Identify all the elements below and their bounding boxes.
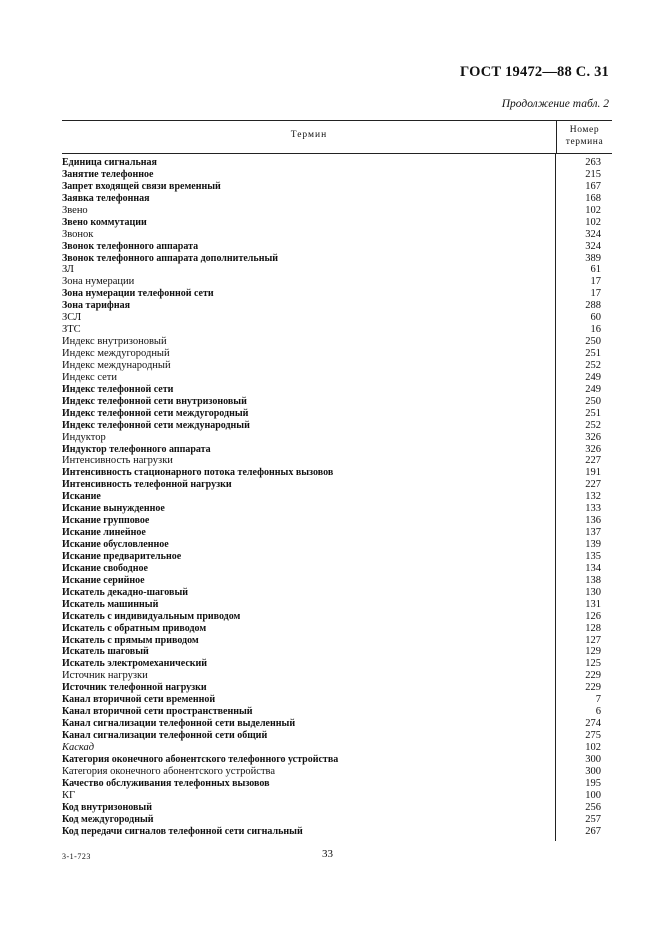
table-header: [62, 120, 612, 154]
term-number-cell: 227: [585, 455, 601, 467]
term-number-cell: 60: [590, 312, 601, 324]
table-body: [62, 154, 612, 837]
term-number-cell: 275: [585, 730, 601, 741]
term-cell: ЗТС: [62, 324, 81, 336]
table-row: [62, 694, 612, 706]
table-row: [62, 384, 612, 396]
table-row: [62, 718, 612, 730]
table-row: [62, 646, 612, 658]
column-header-term: Термин: [290, 130, 328, 140]
term-number-cell: 102: [585, 216, 601, 228]
term-cell: Искание: [62, 491, 101, 503]
term-number-cell: 324: [585, 240, 601, 252]
term-number-cell: 16: [590, 324, 601, 336]
table-row: [62, 432, 612, 444]
column-header-number-line2: термина: [565, 137, 604, 147]
table-row: [62, 754, 612, 766]
term-cell: Индекс внутризоновый: [62, 336, 167, 348]
table-row: [62, 551, 612, 563]
term-number-cell: 125: [585, 658, 601, 670]
term-cell: Искатель шаговый: [62, 646, 149, 658]
term-number-cell: 126: [585, 610, 601, 622]
term-number-cell: 229: [585, 682, 601, 694]
table-continuation-note: Продолжение табл. 2: [501, 98, 609, 110]
term-number-cell: 324: [585, 228, 601, 240]
term-cell: Искание предварительное: [62, 550, 182, 562]
table-row: [62, 276, 612, 288]
term-cell: Искание свободное: [62, 562, 148, 574]
term-number-cell: 252: [585, 359, 601, 371]
table-row: [62, 312, 612, 324]
term-cell: Индекс сети: [62, 371, 117, 383]
table-row: [62, 670, 612, 682]
term-number-cell: 250: [585, 395, 601, 407]
table-row: [62, 706, 612, 718]
term-cell: Канал сигнализации телефонной сети выделенный: [62, 718, 296, 730]
term-number-cell: 267: [585, 825, 601, 837]
table-row: [62, 790, 612, 802]
term-number-cell: 257: [585, 813, 601, 825]
term-cell: Категория оконечного абонентского устройства: [62, 765, 276, 777]
document-header: ГОСТ 19472—88 С. 31: [460, 64, 609, 80]
table-row: [62, 157, 612, 169]
term-cell: Звонок: [62, 228, 94, 240]
term-number-cell: 263: [585, 157, 601, 168]
term-cell: Искание линейное: [62, 527, 146, 539]
table-row: [62, 742, 612, 754]
term-number-cell: 17: [590, 276, 601, 288]
table-row: [62, 396, 612, 408]
table-row: [62, 635, 612, 647]
term-number-cell: 61: [590, 264, 601, 276]
term-number-cell: 131: [585, 598, 601, 610]
term-cell: Индекс телефонной сети: [62, 383, 174, 395]
term-cell: Индекс междугородный: [62, 348, 170, 359]
term-cell: КГ: [62, 789, 76, 801]
table-row: [62, 802, 612, 814]
term-number-cell: 274: [585, 718, 601, 730]
table-row: [62, 479, 612, 491]
term-number-cell: 136: [585, 515, 601, 527]
table-row: [62, 455, 612, 467]
term-cell: Источник нагрузки: [62, 670, 148, 682]
table-row: [62, 563, 612, 575]
term-cell: Единица сигнальная: [62, 157, 157, 168]
table-row: [62, 372, 612, 384]
column-header-number-line1: Номер: [569, 125, 600, 135]
term-cell: Искатель декадно-шаговый: [62, 586, 189, 598]
term-cell: Код внутризоновый: [62, 801, 152, 813]
table-row: [62, 205, 612, 217]
table-row: [62, 539, 612, 551]
term-number-cell: 227: [585, 479, 601, 491]
table-row: [62, 515, 612, 527]
term-cell: Занятие телефонное: [62, 168, 154, 180]
term-number-cell: 249: [585, 371, 601, 383]
table-row: [62, 193, 612, 205]
term-cell: Индекс телефонной сети международный: [62, 419, 250, 431]
term-cell: Звонок телефонного аппарата: [62, 240, 199, 252]
term-number-cell: 249: [585, 383, 601, 395]
term-number-cell: 251: [585, 348, 601, 359]
term-cell: Зона тарифная: [62, 300, 130, 312]
table-row: [62, 658, 612, 670]
term-number-cell: 139: [585, 539, 601, 550]
term-cell: Индуктор телефонного аппарата: [62, 443, 211, 455]
term-number-cell: 6: [595, 706, 601, 718]
term-cell: Интенсивность нагрузки: [62, 455, 173, 467]
term-cell: Канал вторичной сети временной: [62, 694, 216, 706]
term-cell: Категория оконечного абонентского телефонного устройства: [62, 753, 339, 765]
term-cell: Интенсивность стационарного потока телефонных вызовов: [62, 467, 334, 479]
table-row: [62, 420, 612, 432]
term-cell: Зона нумерации телефонной сети: [62, 288, 214, 300]
term-number-cell: 102: [585, 741, 601, 753]
table-row: [62, 503, 612, 515]
term-number-cell: 326: [585, 443, 601, 455]
table-row: [62, 229, 612, 241]
term-cell: Заявка телефонная: [62, 192, 150, 204]
term-cell: Запрет входящей связи временный: [62, 180, 221, 192]
term-number-cell: 300: [585, 765, 601, 777]
table-row: [62, 264, 612, 276]
term-cell: Искание групповое: [62, 515, 150, 527]
term-number-cell: 137: [585, 527, 601, 539]
term-number-cell: 132: [585, 491, 601, 503]
term-number-cell: 326: [585, 431, 601, 443]
term-cell: ЗЛ: [62, 264, 74, 276]
term-number-cell: 130: [585, 586, 601, 598]
term-cell: Источник телефонной нагрузки: [62, 682, 207, 694]
term-number-cell: 167: [585, 180, 601, 192]
table-row: [62, 288, 612, 300]
term-number-cell: 256: [585, 801, 601, 813]
table-row: [62, 348, 612, 360]
term-cell: Индуктор: [62, 431, 106, 443]
term-number-cell: 7: [595, 694, 601, 706]
term-cell: Каскад: [62, 741, 95, 753]
table-row: [62, 444, 612, 456]
term-cell: Интенсивность телефонной нагрузки: [62, 479, 232, 491]
term-cell: Искание вынужденное: [62, 503, 165, 515]
page-number: 33: [322, 848, 333, 860]
term-cell: Искатель электромеханический: [62, 658, 208, 670]
term-cell: Искатель машинный: [62, 598, 159, 610]
term-cell: Канал вторичной сети пространственный: [62, 706, 253, 718]
term-number-cell: 300: [585, 753, 601, 765]
term-number-cell: 250: [585, 336, 601, 348]
table-row: [62, 587, 612, 599]
table-row: [62, 826, 612, 838]
term-number-cell: 168: [585, 192, 601, 204]
table-row: [62, 467, 612, 479]
table-row: [62, 491, 612, 503]
term-cell: Индекс телефонной сети междугородный: [62, 407, 249, 419]
table-row: [62, 253, 612, 265]
table-row: [62, 241, 612, 253]
term-cell: Искатель с индивидуальным приводом: [62, 610, 241, 622]
term-cell: ЗСЛ: [62, 312, 82, 324]
table-row: [62, 778, 612, 790]
term-number-cell: 127: [585, 634, 601, 646]
table-row: [62, 360, 612, 372]
term-number-cell: 191: [585, 467, 601, 479]
term-cell: Зона нумерации: [62, 276, 135, 288]
table-row: [62, 336, 612, 348]
term-number-cell: 17: [590, 288, 601, 300]
term-number-cell: 251: [585, 407, 601, 419]
table-row: [62, 181, 612, 193]
term-number-cell: 133: [585, 503, 601, 515]
table-row: [62, 611, 612, 623]
term-number-cell: 288: [585, 300, 601, 312]
table-row: [62, 599, 612, 611]
table-row: [62, 682, 612, 694]
term-cell: Звено: [62, 204, 88, 216]
term-number-cell: 229: [585, 670, 601, 682]
column-header-number: [556, 121, 612, 153]
term-cell: Код междугородный: [62, 813, 154, 825]
table-row: [62, 814, 612, 826]
table-row: [62, 623, 612, 635]
table-row: [62, 575, 612, 587]
table-row: [62, 217, 612, 229]
term-cell: Код передачи сигналов телефонной сети сигнальный: [62, 825, 303, 837]
term-cell: Искатель с обратным приводом: [62, 622, 207, 634]
term-number-cell: 215: [585, 168, 601, 180]
table-row: [62, 324, 612, 336]
term-number-cell: 135: [585, 550, 601, 562]
term-number-cell: 138: [585, 574, 601, 586]
table-row: [62, 766, 612, 778]
table-row: [62, 527, 612, 539]
terms-table: [62, 120, 612, 837]
table-row: [62, 408, 612, 420]
table-row: [62, 730, 612, 742]
print-code: 3-1-723: [62, 852, 91, 861]
term-cell: Искание обусловленное: [62, 539, 169, 550]
term-cell: Индекс международный: [62, 359, 171, 371]
term-number-cell: 389: [585, 252, 601, 264]
term-cell: Искание серийное: [62, 574, 145, 586]
term-number-cell: 128: [585, 622, 601, 634]
term-cell: Индекс телефонной сети внутризоновый: [62, 395, 247, 407]
term-cell: Канал сигнализации телефонной сети общий: [62, 730, 268, 741]
term-number-cell: 195: [585, 777, 601, 789]
table-row: [62, 300, 612, 312]
term-cell: Звено коммутации: [62, 216, 147, 228]
term-number-cell: 100: [585, 789, 601, 801]
term-number-cell: 252: [585, 419, 601, 431]
term-cell: Качество обслуживания телефонных вызовов: [62, 777, 270, 789]
table-row: [62, 169, 612, 181]
term-cell: Звонок телефонного аппарата дополнительный: [62, 252, 279, 264]
term-number-cell: 102: [585, 204, 601, 216]
term-number-cell: 134: [585, 562, 601, 574]
term-cell: Искатель с прямым приводом: [62, 634, 199, 646]
term-number-cell: 129: [585, 646, 601, 658]
